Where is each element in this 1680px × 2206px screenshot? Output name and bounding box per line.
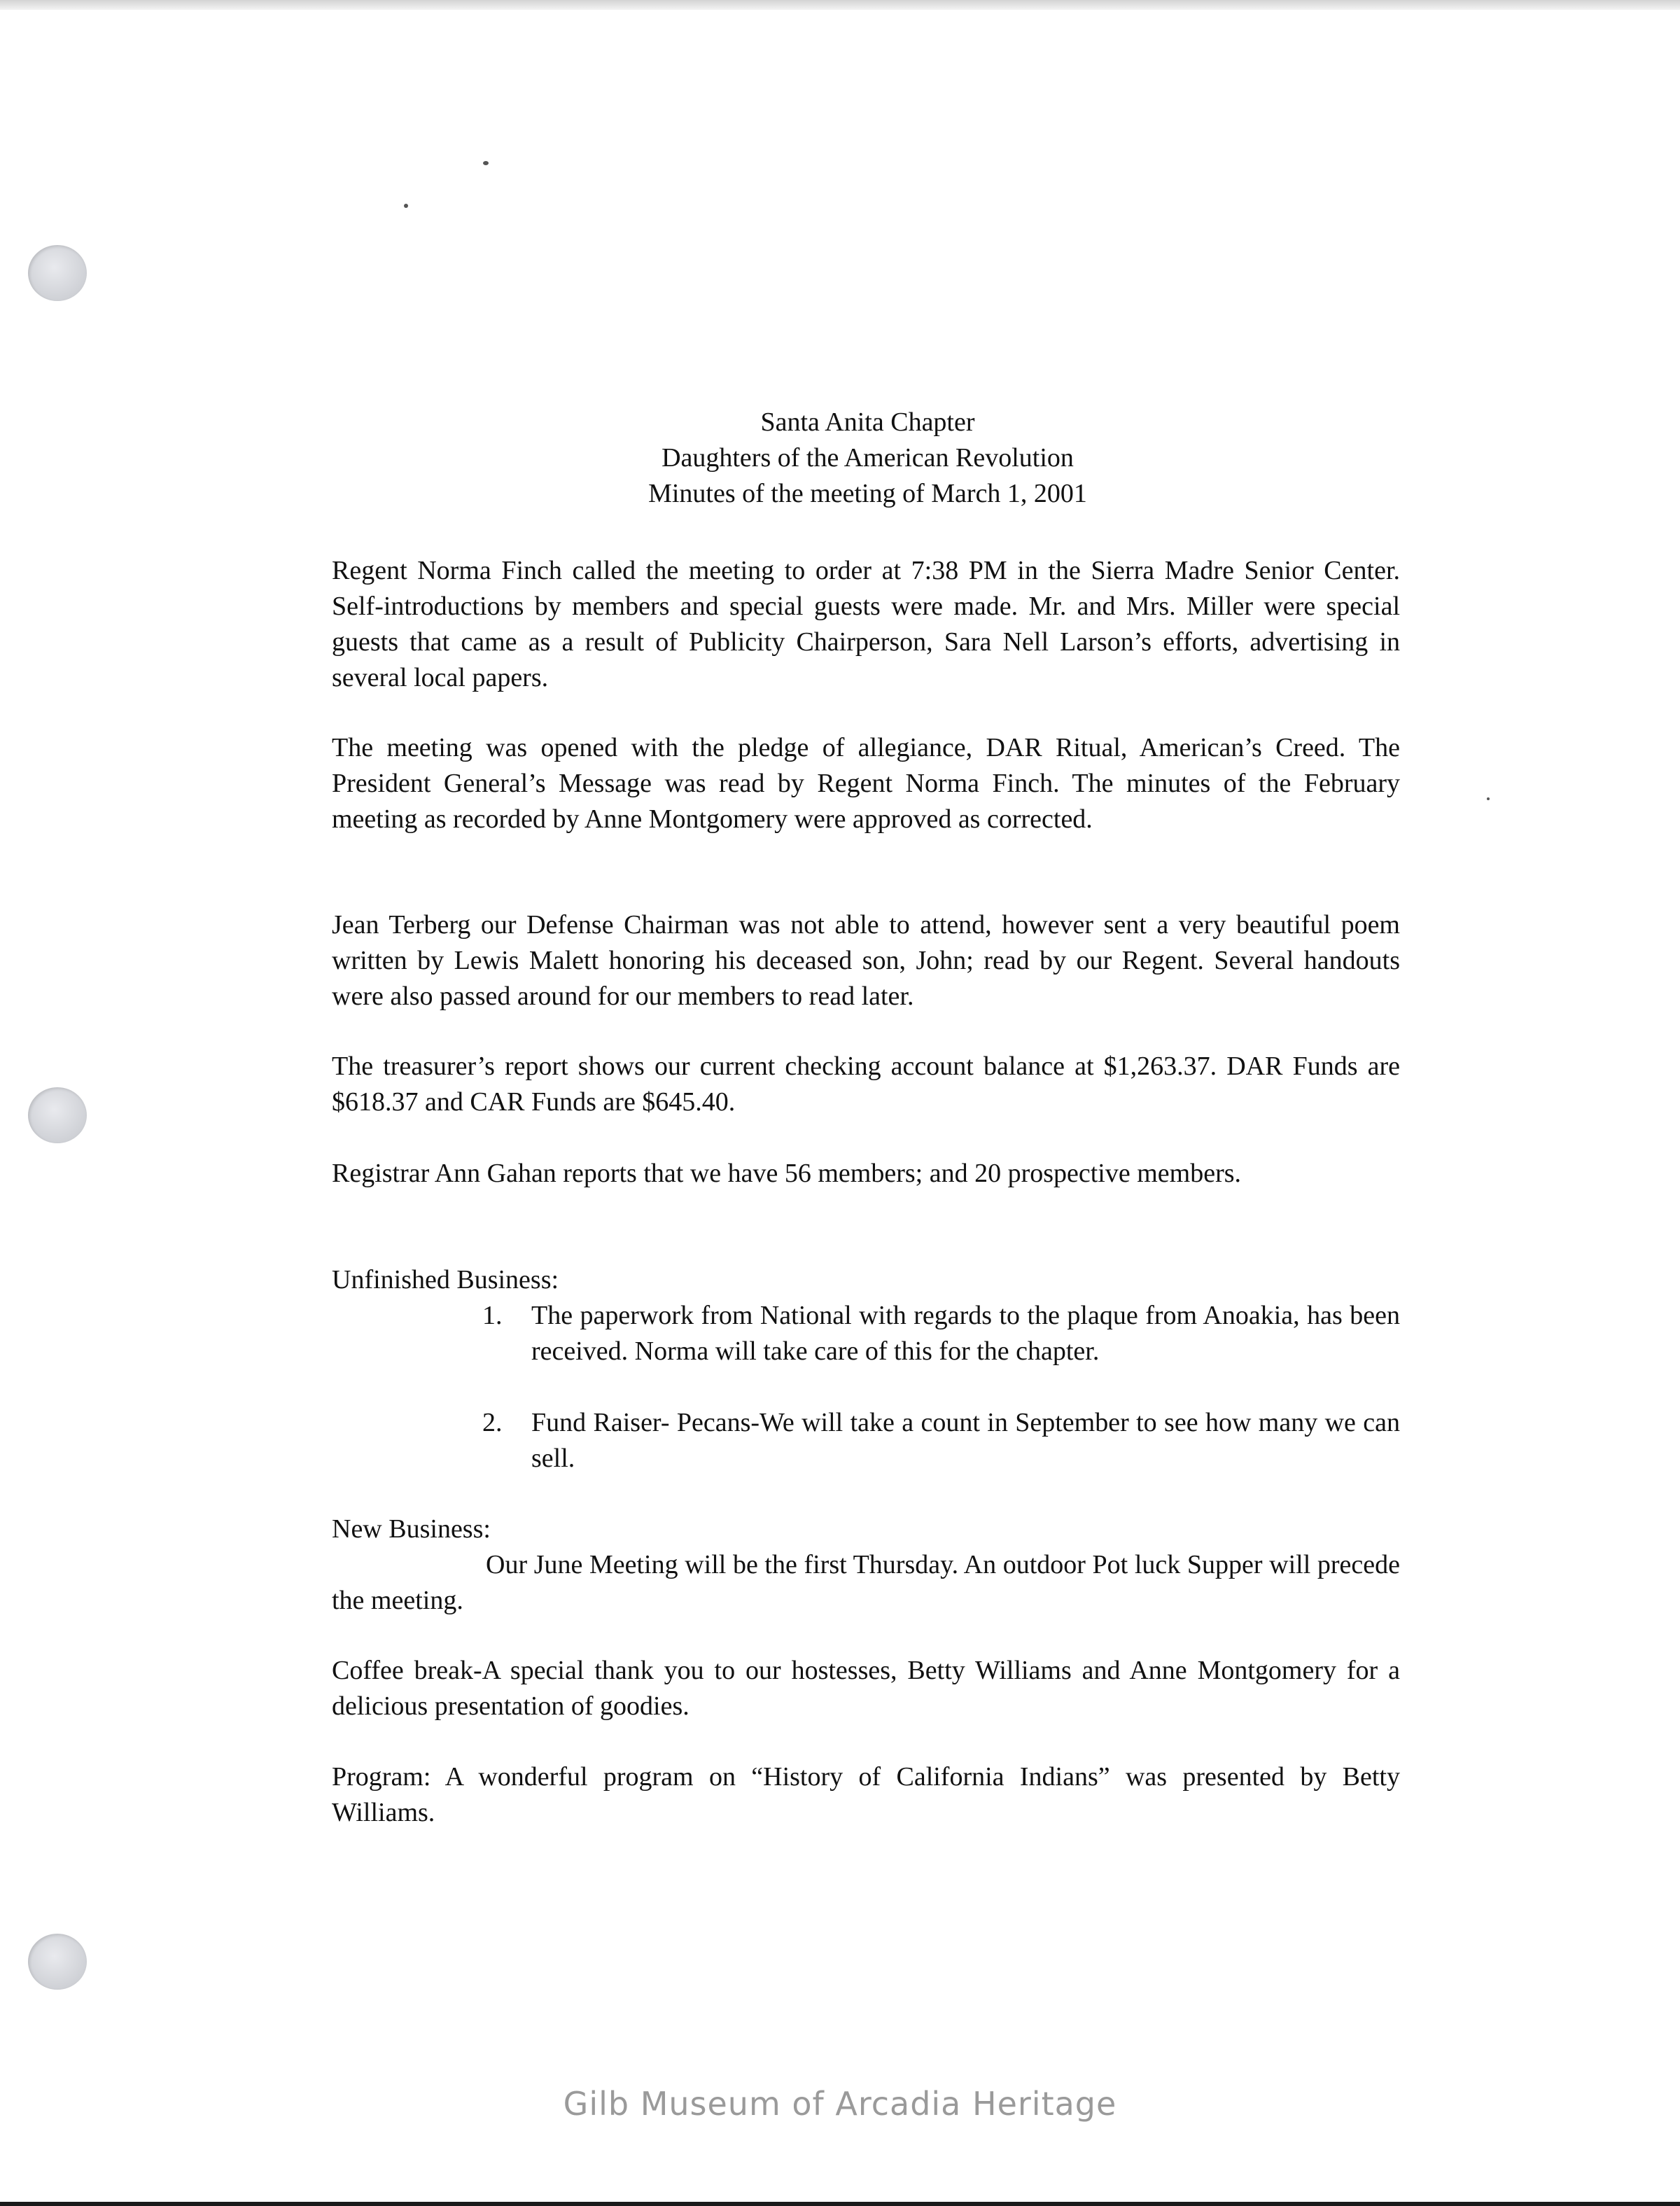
new-business-text: Our June Meeting will be the first Thursday. An outdoor Pot luck Supper will precede the meeting. (332, 1550, 1400, 1615)
organization-name: Daughters of the American Revolution (662, 443, 1074, 473)
list-item-text: Fund Raiser- Pecans-We will take a count in September to see how many we can sell. (531, 1408, 1400, 1473)
document-title: Minutes of the meeting of March 1, 2001 (648, 479, 1087, 508)
program-paragraph: Program: A wonderful program on “History of California Indians” was presented by Betty Williams. (332, 1762, 1400, 1827)
scan-bottom-edge (0, 2202, 1680, 2206)
defense-paragraph: Jean Terberg our Defense Chairman was not able to attend, however sent a very beautiful poem written by Lewis Malett honoring his deceased son, John; read by our Regent. Several handouts were also passed around for our members to read later. (332, 910, 1400, 1011)
scan-speck (1487, 797, 1490, 800)
punch-hole (28, 245, 87, 301)
punch-hole (28, 1934, 87, 1990)
punch-hole (28, 1087, 87, 1143)
list-number: 1. (482, 1301, 503, 1330)
coffee-paragraph: Coffee break-A special thank you to our hostesses, Betty Williams and Anne Montgomery for a delicious presentation of goodies. (332, 1656, 1400, 1721)
chapter-name: Santa Anita Chapter (760, 407, 975, 437)
opening-paragraph: Regent Norma Finch called the meeting to order at 7:38 PM in the Sierra Madre Senior Center. Self-introductions by members and special guests were made. Mr. and Mrs. Miller were special guests that came as a result of Publicity Chairperson, Sara Nell Larson’s efforts, advertising in several local papers. (332, 556, 1400, 692)
scan-speck (483, 161, 489, 165)
new-business-heading: New Business: (332, 1514, 491, 1544)
unfinished-business-heading: Unfinished Business: (332, 1265, 559, 1294)
scan-speck (404, 204, 408, 208)
scan-top-edge (0, 0, 1680, 10)
list-item-text: The paperwork from National with regards to the plaque from Anoakia, has been received. Norma will take care of this for the chapter. (531, 1301, 1400, 1366)
museum-watermark: Gilb Museum of Arcadia Heritage (563, 2085, 1117, 2123)
document-header (0, 405, 1680, 512)
registrar-paragraph: Registrar Ann Gahan reports that we have 56 members; and 20 prospective members. (332, 1159, 1242, 1188)
list-number: 2. (482, 1408, 503, 1437)
pledge-paragraph: The meeting was opened with the pledge of allegiance, DAR Ritual, American’s Creed. The President General’s Message was read by Regent Norma Finch. The minutes of the February meeting as recorded by Anne Montgomery were approved as corrected. (332, 733, 1400, 834)
treasurer-paragraph: The treasurer’s report shows our current checking account balance at $1,263.37. DAR Funds are $618.37 and CAR Funds are $645.40. (332, 1052, 1400, 1117)
